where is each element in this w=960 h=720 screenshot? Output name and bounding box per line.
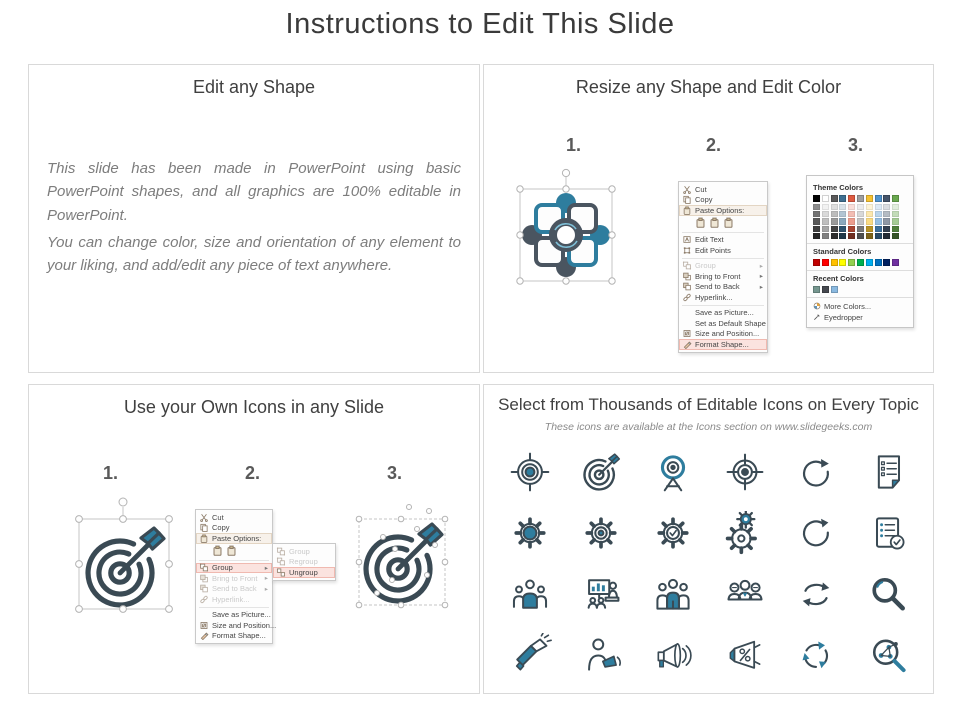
crosshair-target-icon [508, 450, 552, 494]
icon-dartboard-stand[interactable] [637, 441, 709, 502]
group-icon [276, 547, 286, 556]
color-picker-panel [806, 175, 914, 328]
color-swatch[interactable] [839, 226, 846, 232]
color-swatch[interactable] [857, 226, 864, 232]
eyedropper-icon [813, 313, 821, 321]
panel-icon-library-title: Select from Thousands of Editable Icons on Every Topic [498, 395, 919, 414]
paste-icon [682, 206, 692, 215]
eyedropper-item[interactable]: Eyedropper [813, 312, 907, 323]
panel-resize-color-title: Resize any Shape and Edit Color [575, 77, 842, 97]
menu-item-group: Group ▸ [679, 261, 767, 272]
color-swatch[interactable] [848, 204, 855, 210]
menu-item-copy[interactable]: Copy [196, 523, 272, 534]
color-swatch[interactable] [813, 218, 820, 224]
step-3-label: 3. [848, 135, 864, 155]
link-icon [682, 293, 692, 302]
icon-gear-filled[interactable] [494, 502, 566, 563]
color-swatch[interactable] [892, 195, 899, 202]
color-swatch[interactable] [839, 233, 846, 239]
color-swatch[interactable] [848, 218, 855, 224]
none-icon [682, 319, 692, 328]
color-swatch[interactable] [839, 195, 846, 202]
submenu-arrow-icon: ▸ [264, 585, 268, 593]
icon-people-group[interactable] [494, 563, 566, 624]
color-swatch[interactable] [848, 233, 855, 239]
menu-item-paste-options[interactable]: Paste Options: [196, 533, 272, 544]
paste-option-icon[interactable] [212, 545, 223, 556]
group-icon [276, 557, 286, 566]
color-swatch[interactable] [822, 233, 829, 239]
step-2-label: 2. [706, 135, 722, 155]
color-swatch[interactable] [813, 233, 820, 239]
color-swatch[interactable] [813, 259, 820, 266]
paste-option-icon[interactable] [709, 217, 720, 228]
step-1-label: 1. [566, 135, 582, 155]
color-swatch[interactable] [857, 218, 864, 224]
color-swatch[interactable] [857, 195, 864, 202]
color-swatch[interactable] [822, 259, 829, 266]
front-icon [682, 272, 692, 281]
magnifier-icon [866, 572, 910, 616]
color-swatch[interactable] [813, 226, 820, 232]
color-swatch[interactable] [857, 211, 864, 217]
icon-list-check[interactable] [852, 502, 924, 563]
edit-shape-paragraph-1: This slide has been made in PowerPoint using basic PowerPoint shapes, and all graphics are 100% editable in PowerPoint. [47, 160, 461, 224]
panel-resize-edit-color [483, 64, 934, 373]
people-group-icon [508, 572, 552, 616]
icon-sync-arrows[interactable] [780, 563, 852, 624]
panel-own-icons-title: Use your Own Icons in any Slide [123, 397, 385, 417]
menu-item-copy[interactable]: Copy [679, 195, 767, 206]
crosshair-dot-icon [723, 450, 767, 494]
none-icon [199, 610, 209, 619]
paste-options-row[interactable] [679, 216, 767, 230]
checklist-doc-icon [866, 450, 910, 494]
panel-icon-library [483, 384, 934, 694]
icon-rotate-arrow[interactable] [780, 441, 852, 502]
menu-item-bring-to-front[interactable]: Bring to Front ▸ [679, 271, 767, 282]
menu-item-send-to-back: Send to Back ▸ [196, 584, 272, 595]
magnifier-network-icon [866, 633, 910, 677]
color-swatch[interactable] [839, 211, 846, 217]
color-swatch[interactable] [848, 259, 855, 266]
gear-check-icon [651, 511, 695, 555]
menu-item-ungroup[interactable]: Ungroup [273, 567, 335, 578]
submenu-arrow-icon: ▸ [759, 262, 763, 270]
panel-edit-any-shape [28, 64, 480, 373]
sizepos-icon [199, 621, 209, 630]
icon-gear-dot[interactable] [566, 502, 638, 563]
selected-target-icon-graphic [59, 489, 189, 633]
color-swatch[interactable] [848, 195, 855, 202]
color-swatch[interactable] [839, 204, 846, 210]
color-swatch[interactable] [839, 259, 846, 266]
icon-magnifier[interactable] [852, 563, 924, 624]
color-swatch[interactable] [813, 211, 820, 217]
standard-colors-label: Standard Colors [813, 246, 872, 256]
megaphone-icon [508, 633, 552, 677]
panel-use-own-icons [28, 384, 480, 694]
icon-crosshair-dot[interactable] [709, 441, 781, 502]
format-icon [199, 631, 209, 640]
icon-magnifier-network[interactable] [852, 624, 924, 685]
color-swatch[interactable] [866, 211, 873, 217]
none-icon [682, 308, 692, 317]
gears-double-icon [723, 511, 767, 555]
color-swatch[interactable] [831, 226, 838, 232]
link-icon [199, 595, 209, 604]
icon-rotate-circle[interactable] [780, 502, 852, 563]
megaphone-percent-icon [723, 633, 767, 677]
paste-option-icon[interactable] [723, 217, 734, 228]
color-swatch[interactable] [813, 204, 820, 210]
menu-item-size-and-position[interactable]: Size and Position... [679, 329, 767, 340]
step-2-label: 2. [245, 463, 261, 483]
icon-team[interactable] [637, 563, 709, 624]
color-swatch[interactable] [831, 286, 838, 293]
color-swatch[interactable] [883, 204, 890, 210]
menu-item-save-as-picture[interactable]: Save as Picture... [679, 308, 767, 319]
page-title: Instructions to Edit This Slide [285, 8, 675, 40]
icon-cycle-arrows[interactable] [780, 624, 852, 685]
menu-item-group: Group [273, 546, 335, 557]
team-icon [651, 572, 695, 616]
ungroup-icon [276, 568, 286, 577]
sizepos-icon [682, 329, 692, 338]
color-swatch[interactable] [883, 259, 890, 266]
color-swatch[interactable] [866, 195, 873, 202]
color-swatch[interactable] [866, 233, 873, 239]
color-swatch[interactable] [892, 259, 899, 266]
color-wheel-icon [813, 302, 821, 310]
menu-item-bring-to-front: Bring to Front ▸ [196, 573, 272, 584]
menu-item-set-as-default-shape[interactable]: Set as Default Shape [679, 318, 767, 329]
icon-megaphone[interactable] [494, 624, 566, 685]
cycle-arrows-icon [794, 633, 838, 677]
color-swatch[interactable] [883, 211, 890, 217]
recent-colors-swatches [813, 286, 907, 293]
selected-shape-graphic [500, 163, 632, 305]
megaphone-waves-icon [651, 633, 695, 677]
copy-icon [199, 523, 209, 532]
color-swatch[interactable] [822, 211, 829, 217]
rotate-arrow-icon [794, 450, 838, 494]
submenu-arrow-icon: ▸ [264, 564, 268, 572]
target-dart-icon [579, 450, 623, 494]
color-swatch[interactable] [875, 233, 882, 239]
rotate-circle-icon [794, 511, 838, 555]
icon-gear-check[interactable] [637, 502, 709, 563]
color-swatch[interactable] [892, 211, 899, 217]
presentation-icon [579, 572, 623, 616]
icon-megaphone-percent[interactable] [709, 624, 781, 685]
menu-item-cut[interactable]: Cut [679, 184, 767, 195]
menu-item-size-and-position[interactable]: Size and Position... [196, 620, 272, 631]
menu-item-hyperlink: Hyperlink... [196, 594, 272, 605]
menu-item-edit-points[interactable]: Edit Points [679, 245, 767, 256]
submenu-arrow-icon: ▸ [759, 273, 763, 281]
theme-colors-swatches [813, 195, 907, 239]
icon-presentation[interactable] [566, 563, 638, 624]
icon-audience-heads[interactable] [709, 563, 781, 624]
color-swatch[interactable] [822, 286, 829, 293]
context-menu-icon [195, 509, 277, 644]
color-swatch[interactable] [831, 259, 838, 266]
color-swatch[interactable] [892, 233, 899, 239]
more-colors-item[interactable]: More Colors... [813, 301, 907, 312]
gear-dot-icon [579, 511, 623, 555]
edit-shape-paragraph-2: You can change color, size and orientation of any element to your liking, and add/edit any piece of text anywhere. [47, 234, 461, 275]
format-icon [682, 340, 692, 349]
group-submenu [272, 543, 336, 581]
submenu-arrow-icon: ▸ [264, 575, 268, 583]
color-swatch[interactable] [857, 204, 864, 210]
color-swatch[interactable] [848, 226, 855, 232]
group-icon [682, 261, 692, 270]
color-swatch[interactable] [875, 226, 882, 232]
color-swatch[interactable] [831, 211, 838, 217]
color-swatch[interactable] [875, 204, 882, 210]
color-swatch[interactable] [848, 211, 855, 217]
icon-target-dart[interactable] [566, 441, 638, 502]
editable-icons-grid [494, 441, 924, 685]
paste-icon [199, 534, 209, 543]
menu-item-hyperlink[interactable]: Hyperlink... [679, 292, 767, 303]
submenu-arrow-icon: ▸ [759, 283, 763, 291]
color-swatch[interactable] [831, 204, 838, 210]
color-swatch[interactable] [813, 286, 820, 293]
icon-megaphone-waves[interactable] [637, 624, 709, 685]
color-swatch[interactable] [831, 218, 838, 224]
color-swatch[interactable] [892, 218, 899, 224]
color-swatch[interactable] [883, 226, 890, 232]
dartboard-stand-icon [651, 450, 695, 494]
menu-item-format-shape[interactable]: Format Shape... [196, 631, 272, 642]
cut-icon [682, 185, 692, 194]
color-swatch[interactable] [883, 195, 890, 202]
ungrouped-target-icon-graphic [337, 485, 467, 629]
color-swatch[interactable] [831, 195, 838, 202]
menu-item-cut[interactable]: Cut [196, 512, 272, 523]
color-swatch[interactable] [822, 218, 829, 224]
color-swatch[interactable] [875, 195, 882, 202]
context-menu-shape [678, 181, 768, 353]
group-icon [199, 563, 209, 572]
icon-person-megaphone[interactable] [566, 624, 638, 685]
color-swatch[interactable] [892, 204, 899, 210]
icon-gears-double[interactable] [709, 502, 781, 563]
color-swatch[interactable] [866, 259, 873, 266]
list-check-icon [866, 511, 910, 555]
edit-text-icon [682, 235, 692, 244]
color-swatch[interactable] [892, 226, 899, 232]
color-swatch[interactable] [857, 259, 864, 266]
icon-crosshair-target[interactable] [494, 441, 566, 502]
color-swatch[interactable] [857, 233, 864, 239]
panel-edit-shape-title: Edit any Shape [192, 77, 316, 97]
gear-filled-icon [508, 511, 552, 555]
color-swatch[interactable] [866, 218, 873, 224]
copy-icon [682, 195, 692, 204]
icon-library-subtitle: These icons are available at the Icons section on www.slidegeeks.com [544, 421, 873, 433]
menu-item-send-to-back[interactable]: Send to Back ▸ [679, 282, 767, 293]
back-icon [682, 282, 692, 291]
step-3-label: 3. [387, 463, 403, 483]
front-icon [199, 574, 209, 583]
paste-option-icon[interactable] [226, 545, 237, 556]
menu-item-paste-options[interactable]: Paste Options: [679, 205, 767, 216]
recent-colors-label: Recent Colors [813, 273, 864, 283]
step-1-label: 1. [103, 463, 119, 483]
color-swatch[interactable] [822, 195, 829, 202]
standard-colors-swatches [813, 259, 907, 266]
person-megaphone-icon [579, 633, 623, 677]
icon-checklist-doc[interactable] [852, 441, 924, 502]
sync-arrows-icon [794, 572, 838, 616]
audience-heads-icon [723, 572, 767, 616]
color-swatch[interactable] [875, 211, 882, 217]
menu-item-group[interactable]: Group ▸ [196, 563, 272, 574]
cut-icon [199, 513, 209, 522]
color-swatch[interactable] [883, 233, 890, 239]
theme-colors-label: Theme Colors [813, 183, 864, 192]
menu-item-regroup: Regroup [273, 557, 335, 568]
color-swatch[interactable] [875, 259, 882, 266]
color-swatch[interactable] [883, 218, 890, 224]
paste-options-row[interactable] [196, 544, 272, 558]
color-swatch[interactable] [813, 195, 820, 202]
color-swatch[interactable] [875, 218, 882, 224]
menu-item-format-shape[interactable]: Format Shape... [679, 339, 767, 350]
menu-item-edit-text[interactable]: Edit Text [679, 235, 767, 246]
color-swatch[interactable] [866, 226, 873, 232]
back-icon [199, 584, 209, 593]
color-swatch[interactable] [831, 233, 838, 239]
color-swatch[interactable] [822, 204, 829, 210]
color-swatch[interactable] [822, 226, 829, 232]
color-swatch[interactable] [866, 204, 873, 210]
color-swatch[interactable] [839, 218, 846, 224]
paste-option-icon[interactable] [695, 217, 706, 228]
menu-item-save-as-picture[interactable]: Save as Picture... [196, 610, 272, 621]
edit-points-icon [682, 246, 692, 255]
